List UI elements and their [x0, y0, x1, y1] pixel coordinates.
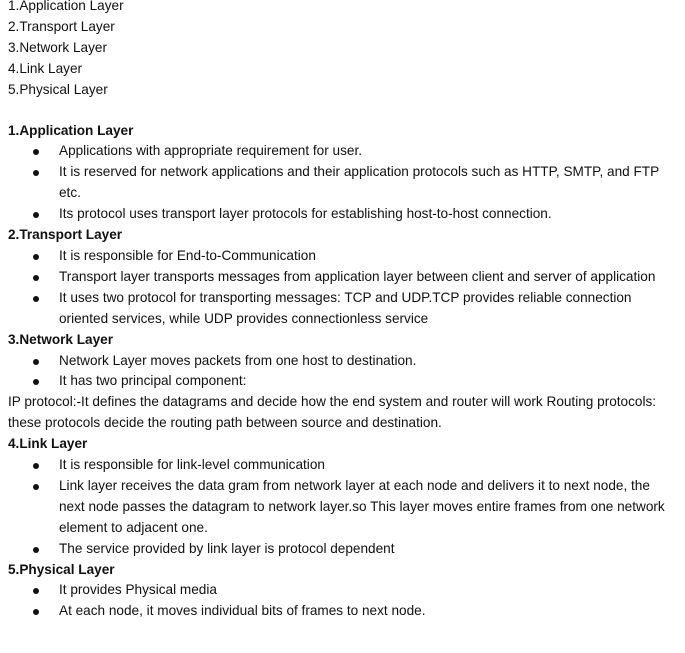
layer-list-item: 4.Link Layer: [8, 60, 83, 76]
bullet-icon: [33, 588, 39, 594]
section-heading: 1.Application Layer: [8, 122, 134, 138]
list-item: [8, 601, 685, 622]
bullet-list: [8, 351, 685, 393]
list-item: [8, 476, 685, 539]
bullet-text: It is responsible for End-to-Communication: [59, 247, 316, 263]
list-item: [8, 204, 685, 225]
bullet-icon: [33, 296, 39, 302]
bullet-text: It has two principal component:: [59, 373, 247, 389]
list-item: [8, 162, 685, 204]
layer-list-item: 2.Transport Layer: [8, 18, 115, 34]
section-heading: 5.Physical Layer: [8, 561, 115, 577]
bullet-icon: [33, 463, 39, 469]
list-item: [8, 141, 685, 162]
list-item: [8, 455, 685, 476]
bullet-icon: [33, 547, 39, 553]
bullet-text: It uses two protocol for transporting messages: TCP and UDP.TCP provides reliable connection oriented services, while UDP provides connectionless service: [59, 289, 632, 326]
bullet-list: [8, 141, 685, 225]
bullet-icon: [33, 254, 39, 260]
bullet-text: Transport layer transports messages from application layer between client and server of application: [59, 268, 656, 284]
bullet-icon: [33, 212, 39, 218]
section-network-layer: [8, 330, 685, 435]
bullet-list: [8, 246, 685, 330]
bullet-list: [8, 580, 685, 622]
bullet-text: It provides Physical media: [59, 582, 217, 598]
layer-list-item: 1.Application Layer: [8, 0, 124, 13]
bullet-icon: [33, 149, 39, 155]
bullet-icon: [33, 275, 39, 281]
layer-list: [8, 0, 685, 101]
section-link-layer: [8, 434, 685, 559]
section-heading: 3.Network Layer: [8, 331, 114, 347]
bullet-text: Its protocol uses transport layer protocols for establishing host-to-host connection.: [59, 206, 552, 222]
bullet-icon: [33, 609, 39, 615]
bullet-icon: [33, 484, 39, 490]
list-item: [8, 246, 685, 267]
section-physical-layer: [8, 560, 685, 623]
bullet-text: It is responsible for link-level communication: [59, 457, 325, 473]
section-heading: 2.Transport Layer: [8, 227, 123, 243]
bullet-icon: [33, 379, 39, 385]
bullet-icon: [33, 170, 39, 176]
bullet-text: Link layer receives the data gram from network layer at each node and delivers it to next node, the next node passes the datagram to network layer.so This layer moves entire frames from one network element to adjacent one.: [59, 477, 665, 535]
section-application-layer: [8, 121, 685, 226]
bullet-text: At each node, it moves individual bits of frames to next node.: [59, 603, 426, 619]
list-item: [8, 371, 685, 392]
list-item: [8, 351, 685, 372]
bullet-icon: [33, 359, 39, 365]
list-item: [8, 267, 685, 288]
layer-list-item: 3.Network Layer: [8, 39, 107, 55]
spacer: [8, 101, 685, 121]
bullet-text: Applications with appropriate requirement for user.: [59, 143, 362, 159]
layer-list-item: 5.Physical Layer: [8, 81, 108, 97]
bullet-list: [8, 455, 685, 560]
section-heading: 4.Link Layer: [8, 436, 88, 452]
bullet-text: It is reserved for network applications and their application protocols such as HTTP, SMTP, and FTP etc.: [59, 164, 659, 201]
list-item: [8, 288, 685, 330]
list-item: [8, 580, 685, 601]
list-item: [8, 539, 685, 560]
section-transport-layer: [8, 225, 685, 330]
bullet-text: Network Layer moves packets from one host to destination.: [59, 352, 417, 368]
bullet-text: The service provided by link layer is protocol dependent: [59, 540, 395, 556]
ip-protocol-paragraph: IP protocol:-It defines the datagrams and decide how the end system and router will work Routing protocols: these protocols decide the routing path between source and destination.: [8, 394, 657, 431]
